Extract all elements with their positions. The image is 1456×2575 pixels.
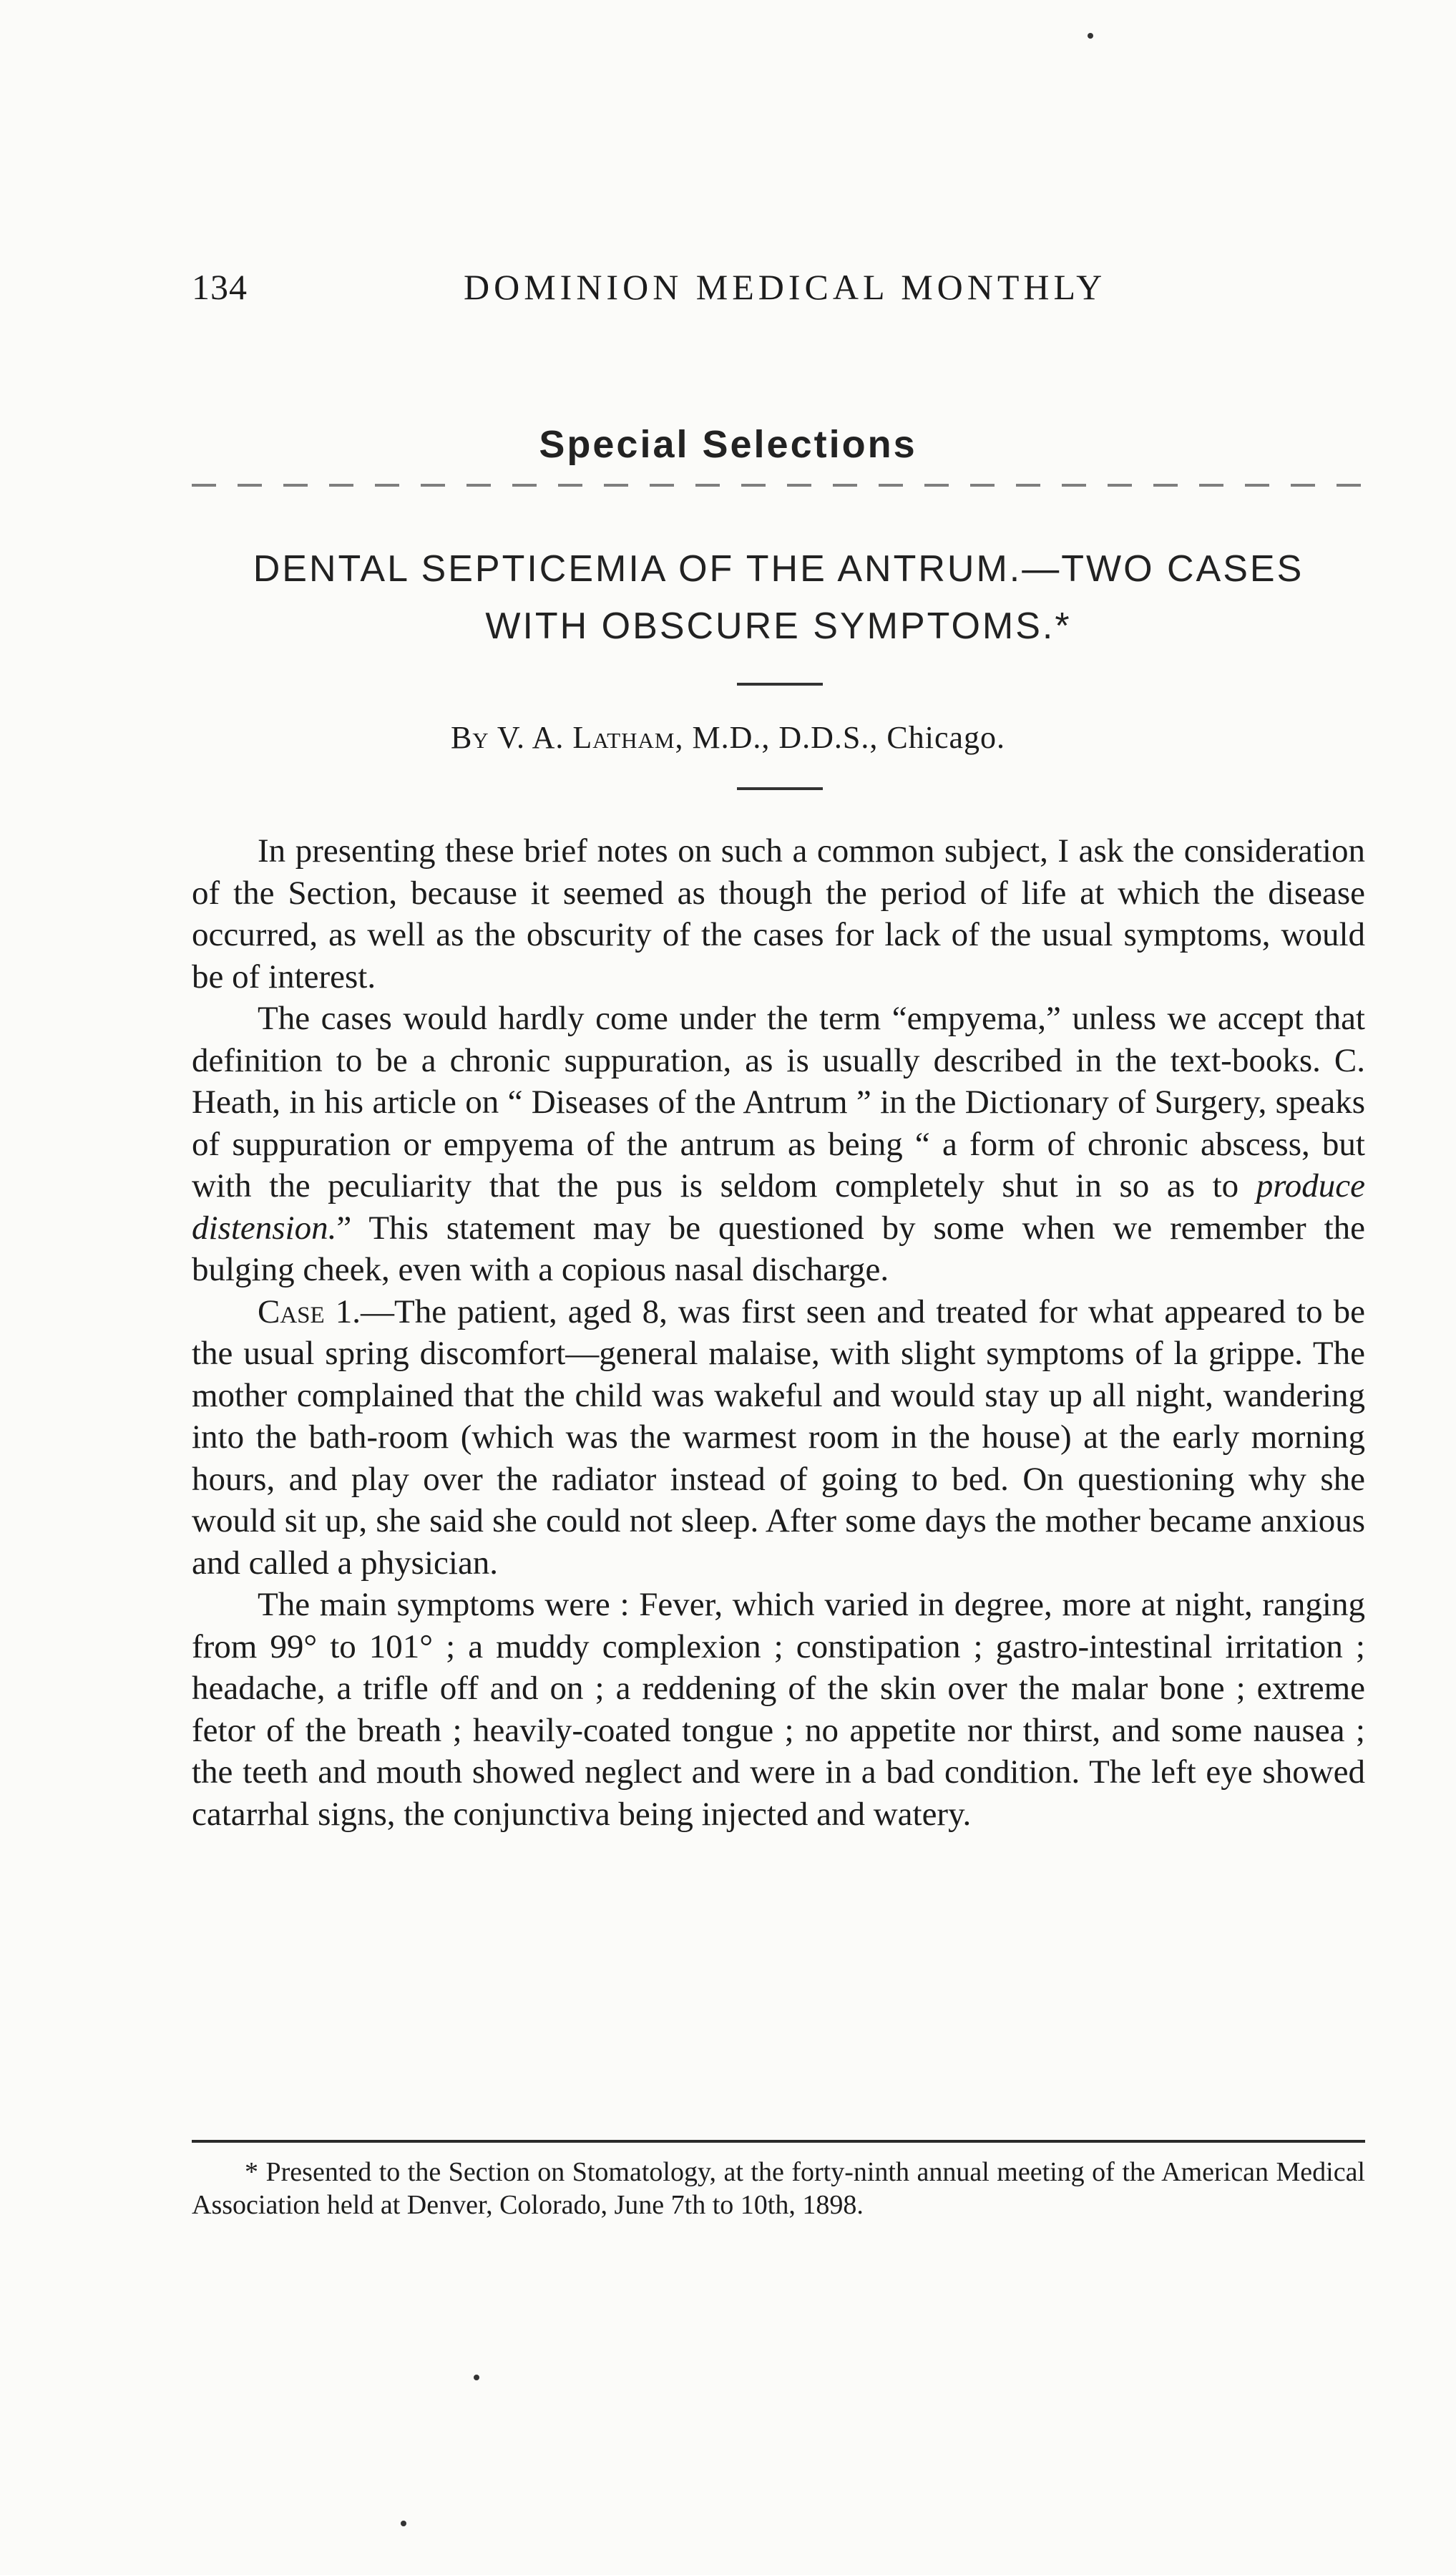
article-title-line-1: DENTAL SEPTICEMIA OF THE ANTRUM.—TWO CASES: [253, 548, 1304, 590]
article-title: [192, 540, 1365, 655]
byline-surname: Latham: [572, 720, 675, 755]
scan-speck: [1088, 33, 1093, 39]
case-1-text: 1.—The patient, aged 8, was first seen and treated for what appeared to be the usual spring discomfort—general malaise, with slight symptoms of la grippe. The mother complained that the child was wakeful and would stay up all night, wandering into the bath-room (which was the warmest room in the house) at the early morning hours, and play over the radiator instead of going to bed. On questioning why she would sit up, she said she could not sleep. After some days the mother became anxious and called a physician.: [192, 1293, 1365, 1582]
section-heading: Special Selections: [539, 423, 917, 466]
paragraph-case-1: [192, 1291, 1365, 1585]
italic-phrase: produce distension.: [192, 1167, 1365, 1247]
page-number: 134: [192, 267, 248, 307]
running-head: [192, 266, 1271, 309]
byline-by: By: [450, 720, 489, 755]
paragraph-empyema-text-a: The cases would hardly come under the term “empyema,” unless we accept that definition to be a chronic suppuration, as is usually described in the text-books. C. Heath, in his article on “ Diseases of the Antrum ” in the Dictionary of Surgery, speaks of suppuration or empyema of the antrum as being “ a form of chronic abscess, but with the peculiarity that the pus is seldom completely shut in so as to: [192, 1000, 1365, 1204]
paragraph-empyema-text-b: ” This statement may be questioned by some when we remember the bulging cheek, even with a copious nasal discharge.: [192, 1209, 1365, 1288]
article-title-line-2: WITH OBSCURE SYMPTOMS.*: [485, 605, 1072, 647]
footnote: * Presented to the Section on Stomatology, at the forty-ninth annual meeting of the American Medical Association held at Denver, Colorado, June 7th to 10th, 1898.: [192, 2157, 1365, 2220]
byline-initials: V. A.: [497, 720, 565, 755]
article-body: [192, 830, 1365, 1835]
title-rule: [737, 683, 823, 686]
paragraph-intro: In presenting these brief notes on such a common subject, I ask the consideration of the Section, because it seemed as though the period of life at which the disease occurred, as well as the obscurity of the cases for lack of the usual symptoms, would be of interest.: [192, 832, 1365, 996]
dashed-divider: [192, 484, 1365, 487]
footnote-divider: [192, 2140, 1365, 2143]
journal-title: DOMINION MEDICAL MONTHLY: [464, 267, 1107, 307]
paragraph-empyema: [192, 998, 1365, 1291]
scan-speck: [474, 2375, 479, 2380]
paragraph-symptoms: The main symptoms were : Fever, which varied in degree, more at night, ranging from 99° to 101° ; a muddy complexion ; constipation ; gastro-intestinal irritation ; headache, a trifle off and on ; a reddening of the skin over the malar bone ; extreme fetor of the breath ; heavily-coated tongue ; no appetite nor thirst, and some nausea ; the teeth and mouth showed neglect and were in a bad condition. The left eye showed catarrhal signs, the conjunctiva being injected and watery.: [192, 1586, 1365, 1833]
case-label: Case: [258, 1293, 325, 1330]
byline: [0, 719, 1456, 756]
byline-rule: [737, 787, 823, 790]
scan-speck: [401, 2521, 406, 2526]
byline-credentials: , M.D., D.D.S., Chicago.: [675, 720, 1006, 755]
